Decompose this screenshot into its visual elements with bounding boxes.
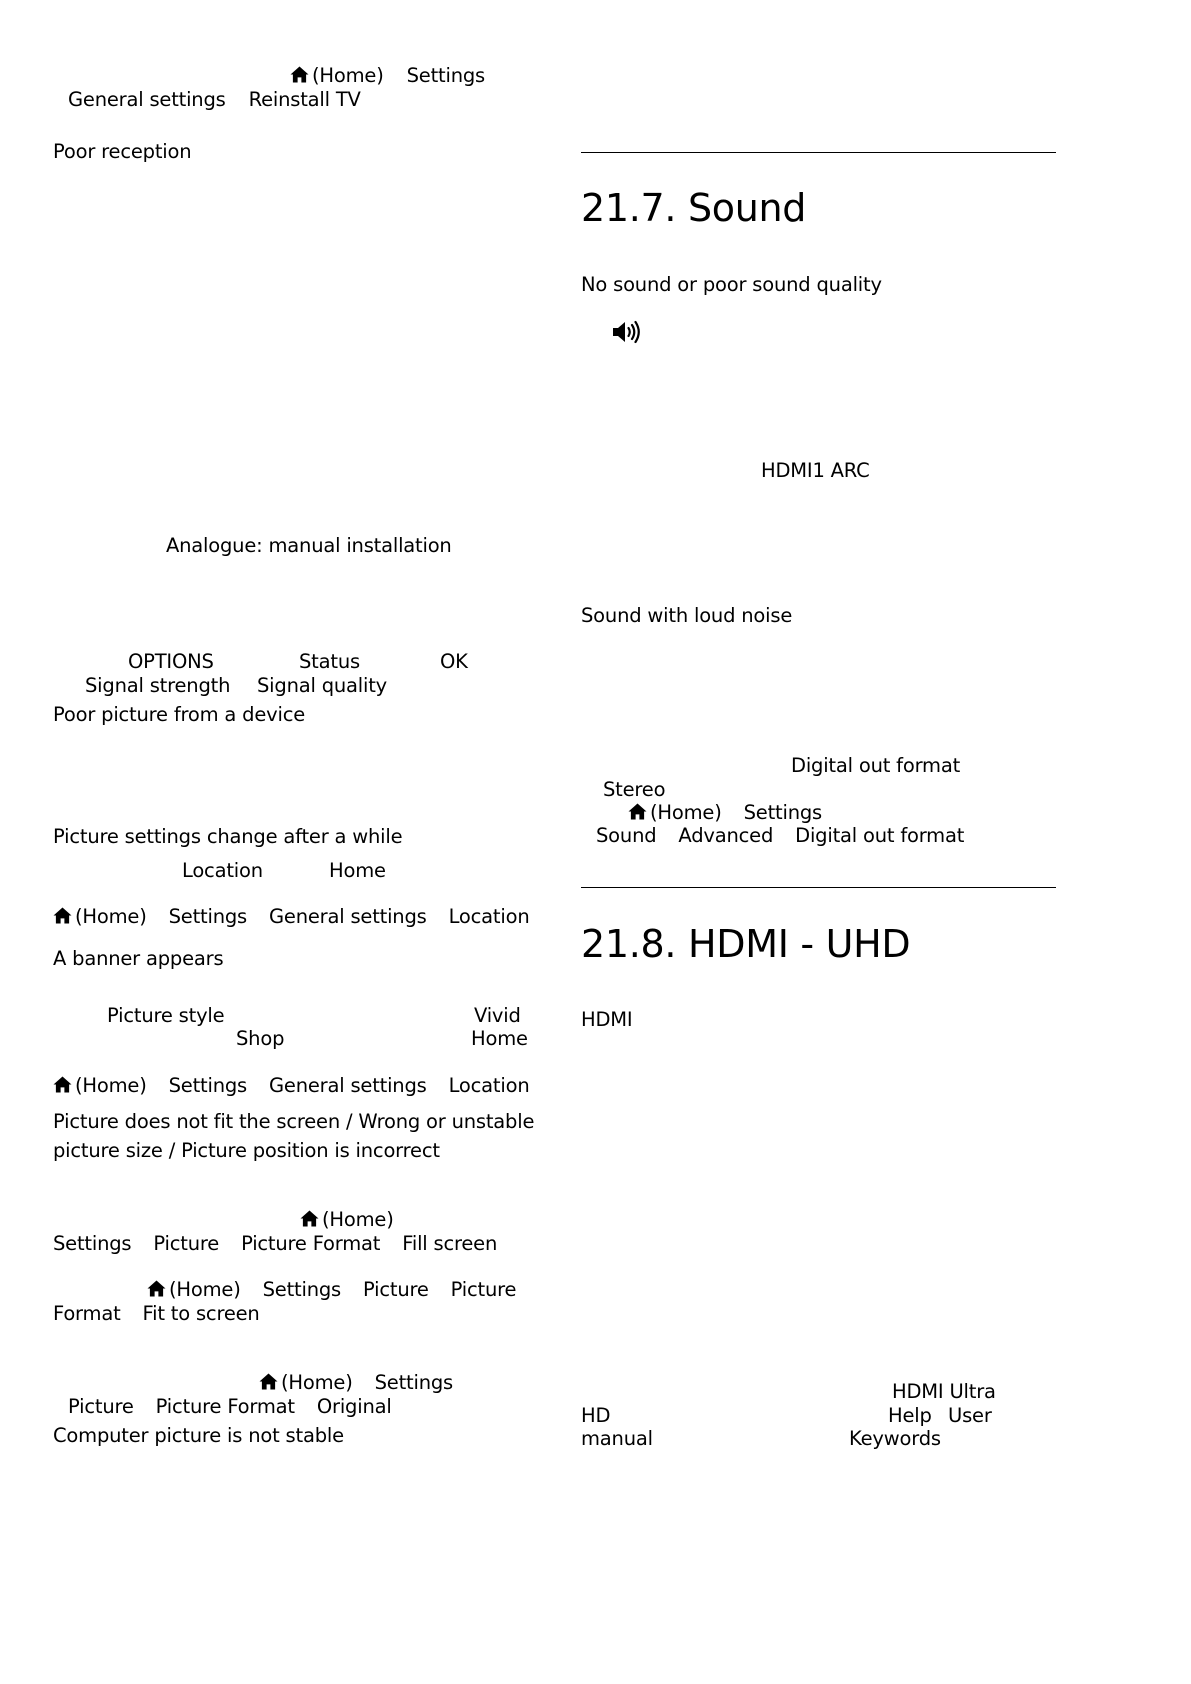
general-settings-path (68, 88, 361, 112)
reinstall-tv-label: Reinstall TV (248, 88, 361, 111)
help-label: Help (888, 1404, 932, 1427)
fit-to-screen-path-2 (53, 1302, 260, 1326)
home-label: Home (471, 1027, 528, 1050)
loud-noise-heading: Sound with loud noise (581, 604, 793, 627)
picture-fit-heading-line1: Picture does not fit the screen / Wrong or unstable (53, 1110, 535, 1133)
poor-reception-heading: Poor reception (53, 140, 192, 163)
fill-screen-label: Fill screen (402, 1232, 498, 1255)
settings-label: Settings (168, 1074, 247, 1097)
home-label: (Home) (169, 1278, 241, 1301)
stereo-label: Stereo (603, 778, 666, 801)
picture-fit-heading-line2: picture size / Picture position is incorrect (53, 1139, 440, 1162)
picture-format-label: Picture Format (241, 1232, 381, 1255)
picture-settings-change-heading: Picture settings change after a while (53, 825, 403, 848)
picture-style-label: Picture style (107, 1004, 225, 1027)
digital-out-format-label: Digital out format (791, 754, 961, 777)
options-label: OPTIONS (128, 650, 214, 673)
vivid-label: Vivid (474, 1004, 521, 1027)
section-divider (581, 887, 1056, 888)
settings-label: Settings (53, 1232, 132, 1255)
home-icon (53, 1076, 72, 1093)
hdmi-uhd-section-heading: 21.8. HDMI - UHD (581, 922, 911, 966)
home-label: (Home) (650, 801, 722, 824)
settings-label: Settings (406, 64, 485, 87)
home-settings-path (290, 64, 485, 88)
picture-label: Picture (153, 1232, 220, 1255)
format-label: Format (53, 1302, 121, 1325)
hdmi-heading: HDMI (581, 1008, 633, 1031)
settings-label: Settings (168, 905, 247, 928)
original-label: Original (316, 1395, 392, 1418)
digital-out-format-label: Digital out format (795, 824, 965, 847)
user-label: User (948, 1404, 992, 1427)
settings-label: Settings (743, 801, 822, 824)
general-settings-label: General settings (68, 88, 226, 111)
home-icon (628, 803, 647, 820)
fit-to-screen-path (147, 1278, 516, 1302)
sound-section-heading: 21.7. Sound (581, 186, 807, 230)
picture-format-label: Picture Format (155, 1395, 295, 1418)
original-path (259, 1371, 453, 1395)
home-label: (Home) (75, 905, 147, 928)
home-icon (259, 1373, 278, 1390)
sound-label: Sound (596, 824, 657, 847)
ok-label: OK (440, 650, 468, 673)
analogue-manual-installation: Analogue: manual installation (166, 534, 452, 557)
picture-label: Picture (363, 1278, 429, 1301)
manual-label: manual (581, 1427, 653, 1450)
advanced-label: Advanced (678, 824, 774, 847)
location-path-1 (53, 905, 530, 929)
fill-screen-path (53, 1232, 497, 1256)
home-icon (147, 1280, 166, 1297)
location-label: Location (448, 1074, 530, 1097)
hd-label: HD (581, 1404, 611, 1427)
general-settings-label: General settings (269, 1074, 427, 1097)
shop-label: Shop (236, 1027, 285, 1050)
picture-label: Picture (450, 1278, 517, 1301)
keywords-label: Keywords (849, 1427, 941, 1450)
signal-strength-label: Signal strength (85, 674, 231, 697)
picture-label: Picture (68, 1395, 134, 1418)
fill-screen-path-home (300, 1208, 394, 1232)
speaker-volume-icon (612, 319, 646, 345)
no-sound-heading: No sound or poor sound quality (581, 273, 882, 296)
home-label: Home (329, 859, 386, 882)
hdmi1-arc-label: HDMI1 ARC (761, 459, 870, 482)
location-label: Location (182, 859, 263, 882)
settings-label: Settings (374, 1371, 453, 1394)
hdmi-ultra-label: HDMI Ultra (892, 1380, 996, 1403)
poor-picture-device-heading: Poor picture from a device (53, 703, 306, 726)
original-path-2 (68, 1395, 392, 1419)
home-label: (Home) (75, 1074, 147, 1097)
computer-picture-unstable-heading: Computer picture is not stable (53, 1424, 344, 1447)
sound-path-home (628, 801, 822, 825)
location-path-2 (53, 1074, 530, 1098)
home-icon (53, 907, 72, 924)
fit-to-screen-label: Fit to screen (142, 1302, 260, 1325)
signal-quality-label: Signal quality (257, 674, 388, 697)
general-settings-label: General settings (269, 905, 427, 928)
home-icon (290, 66, 309, 83)
home-label: (Home) (322, 1208, 394, 1231)
section-divider (581, 152, 1056, 153)
banner-appears-heading: A banner appears (53, 947, 224, 970)
settings-label: Settings (262, 1278, 341, 1301)
home-label: (Home) (281, 1371, 353, 1394)
location-label: Location (448, 905, 530, 928)
home-icon (300, 1210, 319, 1227)
sound-path (596, 824, 964, 848)
home-label: (Home) (312, 64, 384, 87)
status-label: Status (299, 650, 360, 673)
